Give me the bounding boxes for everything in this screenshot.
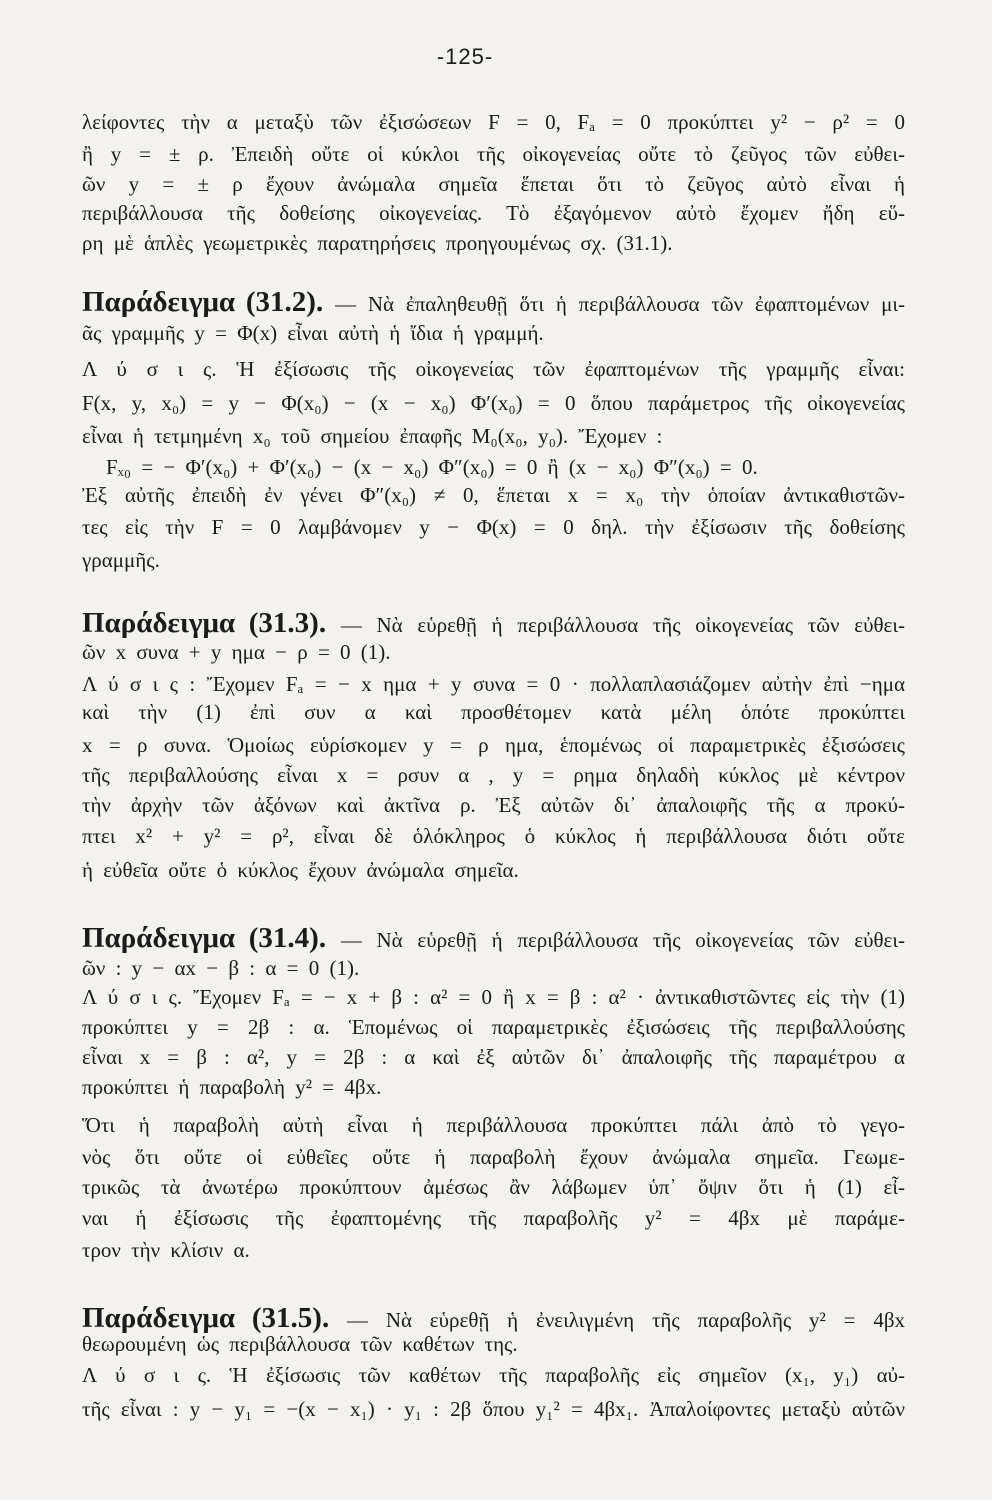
text-line: τρον τὴν κλίσιν α. xyxy=(82,1238,250,1262)
text-line: πτει x² + y² = ρ², εἶναι δὲ ὁλόκληρος ὁ κύκλος ἡ περιβάλλουσα διότι οὔτε xyxy=(82,824,905,848)
text-line: Λ ύ σ ι ς. Ἡ ἐξίσωσις τῆς οἰκογενείας τῶν ἐφαπτομένων τῆς γραμμῆς εἶναι: xyxy=(82,357,905,381)
text-line: λείφοντες τὴν α μεταξὺ τῶν ἐξισώσεων F = 0, Fₐ = 0 προκύπτει y² − ρ² = 0 xyxy=(82,110,905,134)
example-heading xyxy=(82,605,905,641)
text-line: ἡ εὐθεῖα οὔτε ὁ κύκλος ἔχουν ἀνώμαλα σημεῖα. xyxy=(82,858,519,882)
text-line: νὸς ὅτι οὔτε οἱ εὐθεῖες οὔτε ἡ παραβολὴ ἔχουν ἀνώμαλα σημεῖα. Γεωμε- xyxy=(82,1145,905,1169)
text-line: θεωρουμένη ὡς περιβάλλουσα τῶν καθέτων της. xyxy=(82,1332,518,1356)
example-label: Παράδειγμα (31.3). xyxy=(82,607,327,639)
text-line: εἶναι x = β : α², y = 2β : α καὶ ἐξ αὐτῶν δι᾽ ἀπαλοιφῆς τῆς παραμέτρου α xyxy=(82,1045,905,1069)
text-line: τῆς εἶναι : y − y₁ = −(x − x₁) · y₁ : 2β ὅπου y₁² = 4βx₁. Ἀπαλοίφοντες μεταξὺ αὐτῶν xyxy=(82,1397,905,1421)
text-line: Ἐξ αὐτῆς ἐπειδὴ ἐν γένει Φ″(x₀) ≠ 0, ἕπεται x = x₀ τὴν ὁποίαν ἀντικαθιστῶν- xyxy=(82,483,905,507)
example-heading xyxy=(82,920,905,956)
text-line: ρη μὲ ἁπλὲς γεωμετρικὲς παρατηρήσεις προηγουμένως σχ. (31.1). xyxy=(82,231,673,255)
text-line: τῆς περιβαλλούσης εἶναι x = ρσυν α , y = ρημα δηλαδὴ κύκλος μὲ κέντρον xyxy=(82,763,905,787)
example-statement: — Νὰ εὑρεθῇ ἡ περιβάλλουσα τῆς οἰκογενείας τῶν εὐθει- xyxy=(340,928,905,952)
text-line: εἶναι ἡ τετμημένη x₀ τοῦ σημείου ἐπαφῆς M₀(x₀, y₀). Ἔχομεν : xyxy=(82,424,663,448)
text-line: καὶ τὴν (1) ἐπὶ συν α καὶ προσθέτομεν κατὰ μέλη ὁπότε προκύπτει xyxy=(82,700,905,724)
text-line: ναι ἡ ἐξίσωσις τῆς ἐφαπτομένης τῆς παραβολῆς y² = 4βx μὲ παράμε- xyxy=(82,1206,905,1230)
example-heading xyxy=(82,284,905,320)
page-number: -125- xyxy=(436,44,494,69)
example-label: Παράδειγμα (31.5). xyxy=(82,1302,330,1334)
text-line: προκύπτει ἡ παραβολὴ y² = 4βx. xyxy=(82,1075,382,1099)
example-label: Παράδειγμα (31.4). xyxy=(82,922,327,954)
example-statement: — Νὰ εὑρεθῇ ἡ περιβάλλουσα τῆς οἰκογενείας τῶν εὐθει- xyxy=(340,613,905,637)
text-line: ῶν y = ± ρ ἔχουν ἀνώμαλα σημεῖα ἕπεται ὅτι τὸ ζεῦγος αὐτὸ εἶναι ἡ xyxy=(82,172,905,196)
text-line: Λ ύ σ ι ς. Ἡ ἐξίσωσις τῶν καθέτων τῆς παραβολῆς εἰς σημεῖον (x₁, y₁) αὐ- xyxy=(82,1363,905,1387)
text-line: ἢ y = ± ρ. Ἐπειδὴ οὔτε οἱ κύκλοι τῆς οἰκογενείας οὔτε τὸ ζεῦγος τῶν εὐθει- xyxy=(82,142,905,166)
text-line: γραμμῆς. xyxy=(82,548,160,572)
text-line: F(x, y, x₀) = y − Φ(x₀) − (x − x₀) Φ′(x₀) = 0 ὅπου παράμετρος τῆς οἰκογενείας xyxy=(82,391,905,415)
text-line: Ὅτι ἡ παραβολὴ αὐτὴ εἶναι ἡ περιβάλλουσα προκύπτει πάλι ἀπὸ τὸ γεγο- xyxy=(82,1113,905,1137)
text-line: Fₓ₀ = − Φ′(x₀) + Φ′(x₀) − (x − x₀) Φ″(x₀) = 0 ἢ (x − x₀) Φ″(x₀) = 0. xyxy=(106,455,758,479)
example-label: Παράδειγμα (31.2). xyxy=(82,286,324,318)
example-statement: — Νὰ ἐπαληθευθῇ ὅτι ἡ περιβάλλουσα τῶν ἐφαπτομένων μι- xyxy=(335,292,905,316)
text-line: τρικῶς τὰ ἀνωτέρω προκύπτουν ἀμέσως ἂν λάβωμεν ὑπ᾽ ὄψιν ὅτι ἡ (1) εἶ- xyxy=(82,1175,905,1199)
text-line: x = ρ συνα. Ὁμοίως εὑρίσκομεν y = ρ ημα, ἑπομένως οἱ παραμετρικὲς ἐξισώσεις xyxy=(82,733,905,757)
text-line: περιβάλλουσα τῆς δοθείσης οἰκογενείας. Τὸ ἐξαγόμενον αὐτὸ ἔχομεν ἤδη εὕ- xyxy=(82,201,905,225)
text-line: Λ ύ σ ι ς : Ἔχομεν Fₐ = − x ημα + y συνα = 0 · πολλαπλασιάζομεν αὐτὴν ἐπὶ −ημα xyxy=(82,672,905,696)
example-statement: — Νὰ εὑρεθῇ ἡ ἐνειλιγμένη τῆς παραβολῆς y² = 4βx xyxy=(347,1308,905,1332)
text-line: τες εἰς τὴν F = 0 λαμβάνομεν y − Φ(x) = 0 δηλ. τὴν ἐξίσωσιν τῆς δοθείσης xyxy=(82,515,905,539)
text-line: ῶν : y − αx − β : α = 0 (1). xyxy=(82,956,360,980)
text-line: τὴν ἀρχὴν τῶν ἀξόνων καὶ ἀκτῖνα ρ. Ἐξ αὐτῶν δι᾽ ἀπαλοιφῆς τῆς α προκύ- xyxy=(82,793,905,817)
text-line: ᾶς γραμμῆς y = Φ(x) εἶναι αὐτὴ ἡ ἴδια ἡ γραμμή. xyxy=(82,321,544,345)
text-line: ῶν x συνα + y ημα − ρ = 0 (1). xyxy=(82,640,391,664)
text-line: προκύπτει y = 2β : α. Ἑπομένως οἱ παραμετρικὲς ἐξισώσεις τῆς περιβαλλούσης xyxy=(82,1015,905,1039)
text-line: Λ ύ σ ι ς. Ἔχομεν Fₐ = − x + β : α² = 0 ἢ x = β : α² · ἀντικαθιστῶντες εἰς τὴν (1) xyxy=(82,985,905,1009)
